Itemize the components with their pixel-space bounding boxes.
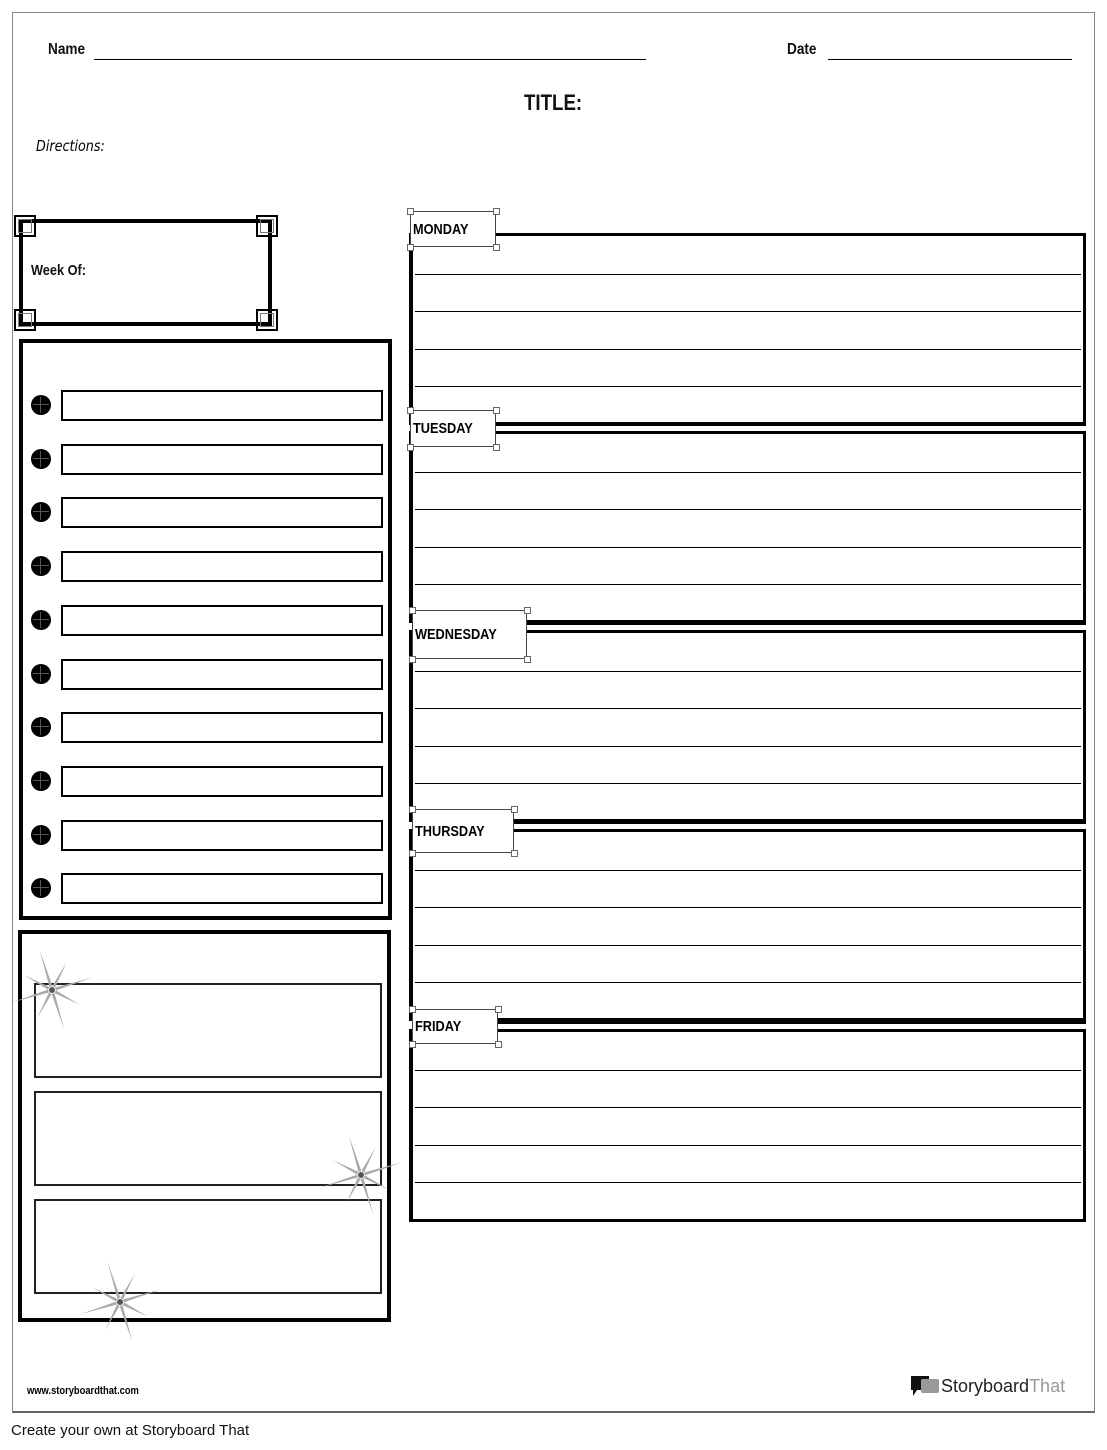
resize-handle (409, 1006, 416, 1013)
writing-line (415, 584, 1081, 585)
resize-handle (409, 1041, 416, 1048)
speech-bubble-icon (909, 1374, 941, 1398)
resize-handle (409, 850, 416, 857)
resize-handle (407, 208, 414, 215)
storyboardthat-logo: Storyboard That (909, 1374, 1065, 1398)
writing-line (415, 945, 1081, 946)
date-label: Date (787, 41, 817, 58)
resize-handle (409, 656, 416, 663)
writing-line (415, 349, 1081, 350)
writing-line (415, 274, 1081, 275)
writing-line (415, 907, 1081, 908)
writing-line (415, 509, 1081, 510)
resize-handle (511, 850, 518, 857)
writing-line (415, 870, 1081, 871)
resize-handle (495, 1041, 502, 1048)
resize-handle (407, 407, 414, 414)
connector-line (498, 1021, 1086, 1024)
resize-handle (409, 806, 416, 813)
writing-line (415, 386, 1081, 387)
resize-handle (407, 244, 414, 251)
day-box-tuesday[interactable] (409, 431, 1086, 623)
writing-line (415, 708, 1081, 709)
resize-handle (495, 1006, 502, 1013)
day-label-friday (412, 1009, 498, 1044)
resize-handle (493, 244, 500, 251)
week-of-label: Week Of: (31, 262, 87, 279)
resize-handle (493, 444, 500, 451)
connector-line (496, 423, 1086, 426)
day-label-tuesday (410, 410, 496, 447)
day-label-text: THURSDAY (415, 822, 485, 840)
resize-handle (524, 656, 531, 663)
directions-label: Directions: (36, 137, 105, 155)
day-label-text: WEDNESDAY (415, 626, 497, 643)
title-label: TITLE: (524, 90, 583, 115)
day-box-thursday[interactable] (409, 829, 1086, 1021)
resize-handle (524, 607, 531, 614)
writing-line (415, 783, 1081, 784)
resize-handle (493, 407, 500, 414)
day-label-text: TUESDAY (413, 420, 473, 437)
day-label-thursday (412, 809, 514, 853)
writing-line (415, 472, 1081, 473)
website-text: www.storyboardthat.com (27, 1385, 139, 1397)
day-label-wednesday (412, 610, 527, 659)
writing-line (415, 547, 1081, 548)
writing-line (415, 671, 1081, 672)
writing-line (415, 1145, 1081, 1146)
writing-line (415, 746, 1081, 747)
day-box-monday[interactable] (409, 233, 1086, 425)
resize-handle (409, 607, 416, 614)
credit-link[interactable]: Create your own at Storyboard That (11, 1422, 250, 1439)
day-label-text: MONDAY (413, 220, 469, 238)
writing-line (415, 1070, 1081, 1071)
resize-handle (493, 208, 500, 215)
connector-line (514, 821, 1086, 824)
day-label-monday (410, 211, 496, 247)
writing-line (415, 311, 1081, 312)
resize-handle (511, 806, 518, 813)
name-label: Name (48, 41, 86, 58)
resize-handle (407, 444, 414, 451)
day-label-text: FRIDAY (415, 1018, 462, 1035)
day-box-friday[interactable] (409, 1029, 1086, 1222)
writing-line (415, 982, 1081, 983)
writing-line (415, 1182, 1081, 1183)
connector-line (527, 622, 1086, 625)
writing-line (415, 1107, 1081, 1108)
